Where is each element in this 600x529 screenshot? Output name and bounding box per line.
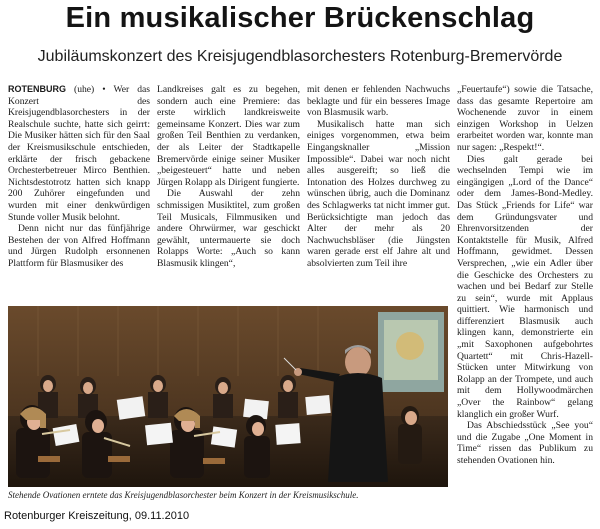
concert-photo: [8, 306, 448, 487]
photo-caption: Stehende Ovationen erntete das Kreisjugendblasorchester beim Konzert in der Kreismusikschule.: [8, 490, 359, 500]
paragraph: [8, 84, 150, 223]
article-column-2: [157, 84, 300, 306]
paragraph: Die Auswahl der zehn schmissigen Musiktitel, zum großen Teil Musicals, Filmmusiken und andere Ohrwürmer, war geschickt gewählt, untermauerte sie doch Rolapps Worte: „Auch so kann Blasmusik klingen“,: [157, 188, 300, 269]
headline: Ein musikalischer Brückenschlag: [65, 2, 535, 34]
paragraph: Dies galt gerade bei wechselnden Tempi wie im eingängigen „Lord of the Dance“ oder dem James-Bond-Medley. Das Stück „Friends for Life“ war dem Gründungsvater und Ehrenvorsitzenden der Kontaktstelle für Musik, Alfred Hoffmann, gewidmet. Dessen Versprechen, „wie ein Adler über die Geschicke des Orchesters zu wachen und bei Bedarf zur Stelle zu sein“, wurde mit Applaus quittiert. Wie harmonisch und differenziert Blasmusik auch klingen kann, demonstrierte ein „mit Saxophonen aufgebohrtes Quartett“ mit Chris-Hazell-Stücken unter Mitwirkung von Rolapp an der Trompete, und auch mit dem Hollywoodmärchen „Over the Rainbow“ gelang klanglich ein großer Wurf.: [457, 153, 593, 420]
article-column-4: [457, 84, 593, 514]
orchestra-illustration: [8, 306, 448, 487]
paragraph: Das Abschiedsstück „See you“ und die Zugabe „One Moment in Time“ rissen das Publikum zu stehenden Ovationen hin.: [457, 420, 593, 466]
subheadline: Jubiläumskonzert des Kreisjugendblasorchesters Rotenburg-Bremervörde: [37, 48, 563, 65]
article-column-3: [307, 84, 450, 306]
source-line: Rotenburger Kreiszeitung, 09.11.2010: [4, 510, 190, 522]
dateline: ROTENBURG: [8, 84, 66, 94]
paragraph: „Feuertaufe“) sowie die Tatsache, dass das gesamte Repertoire am Wochenende zuvor in einem einzigen Workshop in Uelzen erarbeitet worden war, konnte man nur sagen: „Respekt!“.: [457, 84, 593, 153]
byline: (uhe) •: [66, 84, 114, 95]
paragraph: Musikalisch hatte man sich einiges vorgenommen, etwa beim Eingangsknaller „Mission Impossible“. Dabei war noch nicht alles ausgereift; so ließ die Intonation des Holzes durchweg zu wünschen übrig, auch die Dominanz des Schlagwerks tat nicht immer gut. Berücksichtigte man jedoch das Alter der mehr als 20 Nachwuchsbläser (die Jüngsten waren gerade erst elf Jahre alt und absolvierten zum Teil ihre: [307, 118, 450, 269]
paragraph: Denn nicht nur das fünfjährige Bestehen der von Alfred Hoffmann und Jürgen Rudolph ersonnenen Plattform für Blasmusiker des: [8, 223, 150, 269]
paragraph: mit denen er fehlenden Nachwuchs beklagte und für ein besseres Image von Blasmusik warb.: [307, 84, 450, 119]
paragraph-text: Wer das Konzert des Kreisjugendblasorchesters in der Realschule suchte, hatte sich geirrt: Die Musiker hätten sich für den Saal der Kreismusikschule entschieden, erklärte der frisch gebackene Orchesterbetreuer Mirco Benthien. Nichtsdestotrotz hatten sich knapp 200 Zuhörer eingefunden und wurden mit einer denkwürdigen Stunde voller Musik belohnt.: [8, 84, 150, 223]
article-column-1: [8, 84, 150, 306]
paragraph: Landkreises galt es zu begehen, sondern auch eine Premiere: das erste wirklich landkreisweite gemeinsame Konzert. Dies war zum großen Teil Benthien zu verdanken, der als Leiter der Stadtkapelle Bremervörde einige seiner Musiker „beigesteuert“ hatte und neben Jürgen Rolapp als Dirigent fungierte.: [157, 84, 300, 188]
